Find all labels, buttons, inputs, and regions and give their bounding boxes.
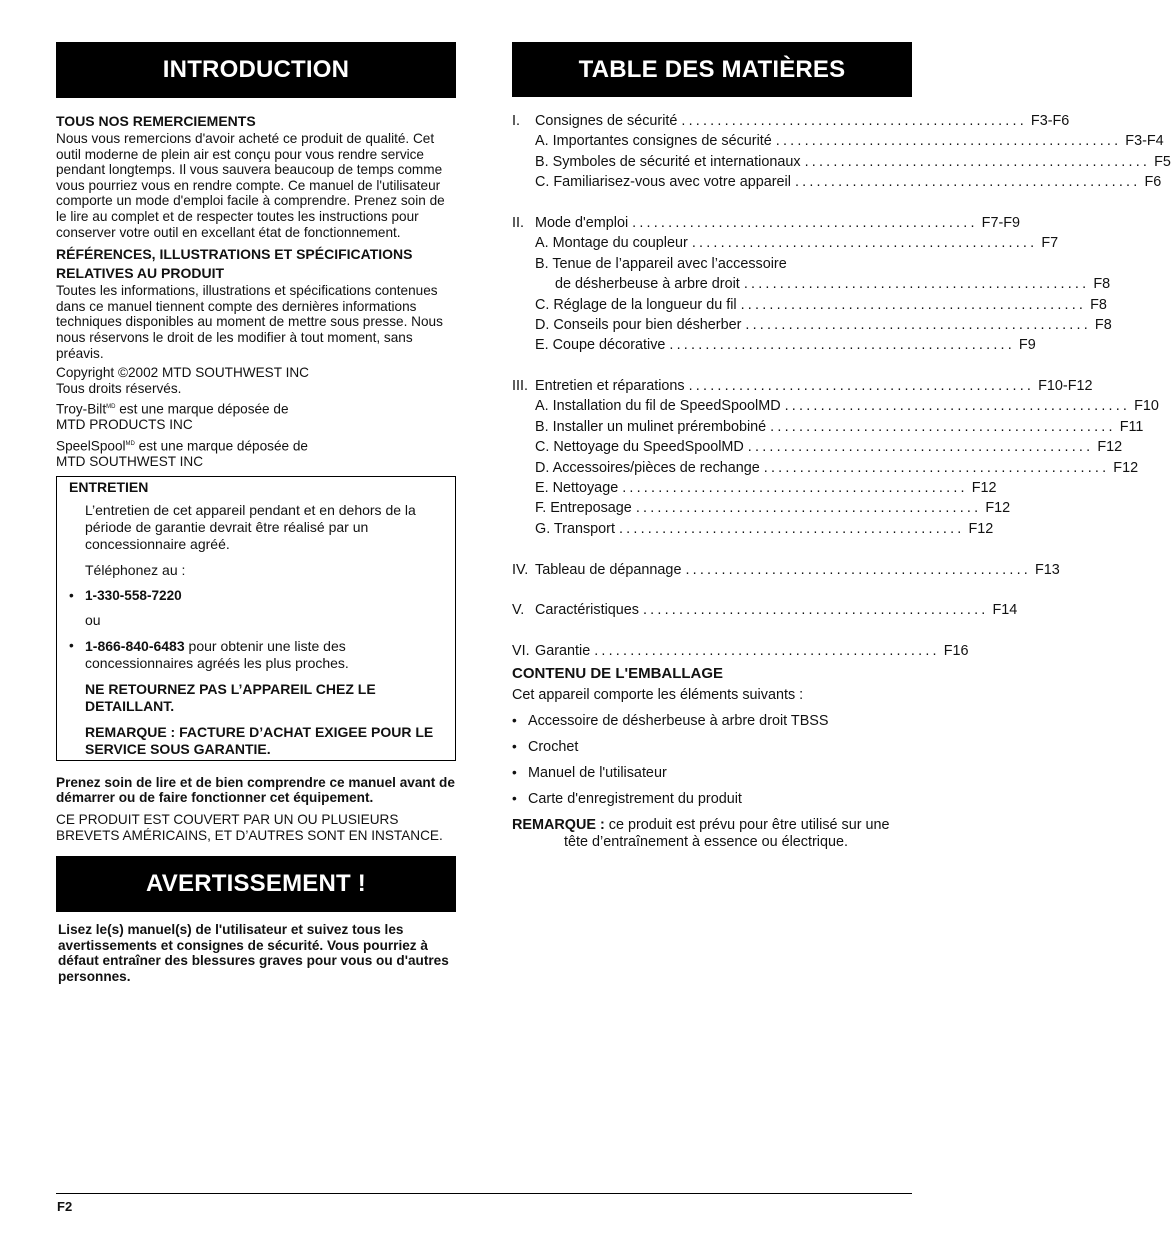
- copyright-line: Copyright ©2002 MTD SOUTHWEST INC: [56, 365, 309, 381]
- package-contents: [512, 664, 912, 851]
- or-text: ou: [85, 611, 101, 628]
- leader-dots: ................................................: [594, 643, 940, 660]
- table-of-contents: [512, 111, 1171, 662]
- list-item: • Accessoire de désherbeuse à arbre droit TBSS: [512, 712, 829, 729]
- speedspool-owner: MTD SOUTHWEST INC: [56, 454, 204, 470]
- leader-dots: ................................................: [770, 418, 1116, 435]
- leader-dots: ................................................: [743, 276, 1090, 293]
- toc-entry: G. Transport ................................................ F12: [512, 519, 912, 539]
- maintenance-heading: ENTRETIEN: [69, 478, 149, 495]
- leader-dots: ................................................: [794, 174, 1141, 191]
- introduction-banner: INTRODUCTION: [56, 42, 456, 98]
- toc-entry: E. Coupe décorative ................................................ F9: [512, 335, 912, 355]
- list-item: • Manuel de l'utilisateur: [512, 764, 667, 781]
- warning-text: Lisez le(s) manuel(s) de l'utilisateur et suivez tous les avertissements et consignes de sécurité. Vous pourriez à défaut entraîner des blessures graves pour vous ou d'autres personnes.: [58, 922, 449, 984]
- maintenance-box: [56, 476, 456, 761]
- phone1: 1-330-558-7220: [85, 587, 182, 603]
- toc-entry: D. Conseils pour bien désherber ................................................ F8: [512, 315, 912, 335]
- remark: REMARQUE : ce produit est prévu pour être utilisé sur une tête d’entraînement à essence ou électrique.: [512, 816, 890, 850]
- page-number: F2: [57, 1199, 73, 1214]
- leader-dots: ................................................: [681, 113, 1027, 129]
- left-column: [56, 42, 456, 985]
- toc-entry: III. Entretien et réparations ................................................ F10-F12: [512, 376, 912, 396]
- leader-dots: ................................................: [632, 214, 978, 231]
- toc-banner: TABLE DES MATIÈRES: [512, 42, 912, 97]
- leader-dots: ................................................: [745, 316, 1091, 333]
- speedspool-trademark: SpeelSpool$^{MD}$ est une marque déposée de: [56, 438, 308, 454]
- toc-entry: D. Accessoires/pièces de rechange ................................................ F12: [512, 458, 912, 478]
- toc-entry: IV. Tableau de dépannage ................................................ F13: [512, 560, 912, 580]
- phone2: 1-866-840-6483: [85, 637, 185, 654]
- phone-label: Téléphonez au :: [85, 561, 186, 578]
- toc-entry: C. Nettoyage du SpeedSpoolMD ................................................ F12: [512, 437, 912, 457]
- toc-entry: II. Mode d'emploi ................................................ F7-F9: [512, 213, 912, 233]
- toc-entry: B. Symboles de sécurité et internationaux ................................................ F5: [512, 152, 912, 172]
- leader-dots: ................................................: [669, 337, 1015, 354]
- refs-text: Toutes les informations, illustrations et spécifications contenues dans ce manuel tiennent compte des dernières informations techniques disponibles au moment de mettre sous presse. Nous nous réservons le droit de les modifier à tout moment, sans préavis.: [56, 283, 443, 361]
- read-manual-note: Prenez soin de lire et de bien comprendre ce manuel avant de démarrer ou de faire fonctionner cet équipement.: [56, 774, 455, 806]
- toc-entry: A. Montage du coupleur ................................................ F7: [512, 233, 912, 253]
- toc-entry: VI. Garantie ................................................ F16: [512, 641, 912, 661]
- leader-dots: ................................................: [622, 480, 968, 497]
- leader-dots: ................................................: [747, 439, 1094, 456]
- receipt-warning: REMARQUE : FACTURE D’ACHAT EXIGEE POUR LE SERVICE SOUS GARANTIE.: [85, 723, 434, 757]
- leader-dots: ................................................: [804, 153, 1151, 170]
- troy-owner: MTD PRODUCTS INC: [56, 417, 193, 433]
- leader-dots: ................................................: [784, 398, 1131, 415]
- thanks-heading: TOUS NOS REMERCIEMENTS: [56, 113, 256, 129]
- phone2-item: • 1-866-840-6483 pour obtenir une liste des concessionnaires agréés les plus proches.: [69, 637, 349, 671]
- contents-intro: Cet appareil comporte les éléments suivants :: [512, 686, 804, 703]
- toc-entry: B. Installer un mulinet prérembobiné ................................................ F11: [512, 417, 912, 437]
- footer-rule: [56, 1193, 912, 1194]
- refs-heading: RÉFÉRENCES, ILLUSTRATIONS ET SPÉCIFICATIONS RELATIVES AU PRODUIT: [56, 246, 413, 282]
- rights-line: Tous droits réservés.: [56, 380, 182, 396]
- toc-entry: E. Nettoyage ................................................ F12: [512, 478, 912, 498]
- maintenance-text: L’entretien de cet appareil pendant et en dehors de la période de garantie devrait être réalisé par un concessionnaire agréé.: [85, 501, 416, 552]
- toc-entry: A. Importantes consignes de sécurité ................................................ F3-F4: [512, 131, 912, 151]
- no-return-warning: NE RETOURNEZ PAS L’APPAREIL CHEZ LE DETAILLANT.: [85, 680, 376, 714]
- troy-trademark: Troy-Bilt$^{MD}$ est une marque déposée de: [56, 401, 289, 417]
- list-item: • Carte d'enregistrement du produit: [512, 790, 742, 807]
- leader-dots: ................................................: [618, 520, 965, 537]
- leader-dots: ................................................: [691, 235, 1038, 252]
- warning-banner: AVERTISSEMENT !: [56, 856, 456, 912]
- toc-entry: I. Consignes de sécurité ................................................ F3-F6: [512, 111, 912, 131]
- leader-dots: ................................................: [642, 602, 989, 619]
- leader-dots: ................................................: [635, 500, 982, 517]
- toc-entry: C. Réglage de la longueur du fil ................................................ F8: [512, 295, 912, 315]
- leader-dots: ................................................: [775, 133, 1122, 150]
- toc-entry: de désherbeuse à arbre droit ................................................ F8: [512, 274, 912, 294]
- toc-entry: A. Installation du fil de SpeedSpoolMD ................................................ F10: [512, 396, 912, 416]
- patent-note: CE PRODUIT EST COUVERT PAR UN OU PLUSIEURS BREVETS AMÉRICAINS, ET D’AUTRES SONT EN INSTANCE.: [56, 811, 443, 843]
- phone1-item: • 1-330-558-7220: [69, 587, 182, 603]
- leader-dots: ................................................: [688, 378, 1035, 395]
- toc-entry: F. Entreposage ................................................ F12: [512, 498, 912, 518]
- toc-entry: C. Familiarisez-vous avec votre appareil ................................................ F6: [512, 172, 912, 192]
- thanks-text: Nous vous remercions d'avoir acheté ce produit de qualité. Cet outil moderne de plein air est conçu pour vous rendre service pendant longtemps. Il vous sauvera beaucoup de temps comme vous pourriez vous en rendre compte. Ce manuel de l'utilisateur comporte un mode d'emploi facile à comprendre. Prenez soin de le lire au complet et de respecter toutes les instructions pour conserver votre outil en excellant état de fonctionnement.: [56, 131, 445, 240]
- leader-dots: ................................................: [740, 296, 1087, 313]
- leader-dots: ................................................: [685, 561, 1031, 578]
- contents-heading: CONTENU DE L'EMBALLAGE: [512, 664, 724, 682]
- toc-entry: V. Caractéristiques ................................................ F14: [512, 600, 912, 620]
- toc-entry: B. Tenue de l’appareil avec l’accessoire: [535, 255, 787, 272]
- right-column: [512, 42, 1171, 851]
- leader-dots: ................................................: [763, 459, 1110, 476]
- list-item: • Crochet: [512, 738, 579, 755]
